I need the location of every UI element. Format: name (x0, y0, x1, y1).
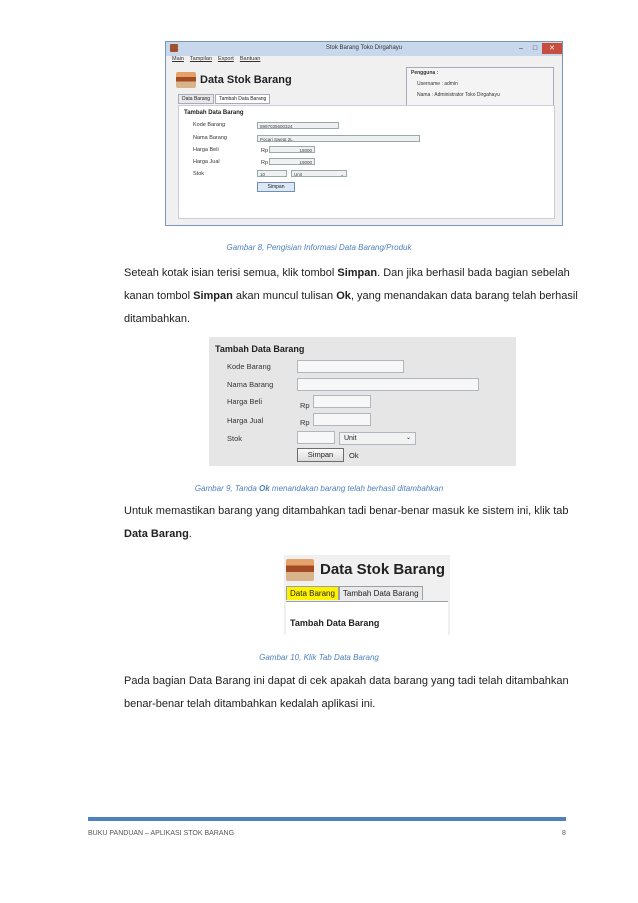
paragraph-1-line-2 (124, 285, 584, 308)
label-jual: Harga Jual (227, 416, 264, 425)
pengguna-box (406, 67, 554, 107)
minimize-icon: – (519, 45, 523, 52)
paragraph-2-line-2 (124, 523, 584, 546)
label-beli: Harga Beli (227, 397, 263, 406)
close-icon: ✕ (542, 43, 562, 54)
paragraph-2-line-1: Untuk memastikan barang yang ditambahkan tadi benar-benar masuk ke sistem ini, klik tab (124, 505, 569, 517)
paragraph-3-line-2: benar-benar telah ditambahkan kedalah aplikasi ini. (124, 698, 376, 710)
simpan-button: Simpan (257, 182, 295, 192)
tab-strip (178, 94, 271, 104)
text: Gambar 9, Tanda (194, 484, 260, 493)
text: , yang menandakan data barang telah berhasil (350, 290, 578, 302)
unit-select (339, 432, 416, 445)
text: menandakan barang telah berhasil ditambahkan (269, 484, 444, 493)
unit-select-value: Unit (294, 172, 303, 177)
text: . (188, 528, 192, 540)
label-nama: Nama Barang (193, 135, 227, 141)
window-titlebar (166, 42, 562, 56)
paragraph-1-line-1 (124, 262, 584, 285)
paragraph-3-line-1: Pada bagian Data Barang ini dapat di cek apakah data barang yang tadi telah ditambahkan (124, 675, 569, 687)
window-title: Stok Barang Toko Dirgahayu (325, 45, 403, 51)
jual-field (313, 413, 371, 426)
nama-field: Pocari Sweat 2L (257, 135, 420, 142)
rp-jual: Rp (261, 160, 269, 166)
app-heading: Data Stok Barang (320, 561, 446, 578)
beli-field: 18000 (269, 146, 315, 153)
pengguna-title: Pengguna : (411, 70, 439, 76)
bold-data-barang: Data Barang (124, 528, 189, 540)
rp-beli: Rp (300, 401, 310, 410)
store-icon (286, 559, 314, 581)
store-icon (176, 72, 196, 88)
kode-field: 8997035600324 (257, 122, 339, 129)
bold-ok: Ok (336, 290, 351, 302)
jual-field: 19000 (269, 158, 315, 165)
label-beli: Harga Beli (193, 147, 219, 153)
menu-bar (166, 56, 562, 65)
chevron-down-icon: ⌄ (340, 172, 344, 177)
app-heading: Data Stok Barang (200, 74, 292, 86)
text: kanan tombol (124, 290, 194, 302)
menu-bantuan: Bantuan (239, 56, 261, 62)
bold-ok: Ok (259, 484, 270, 493)
footer-title: BUKU PANDUAN – APLIKASI STOK BARANG (88, 830, 235, 837)
tambah-panel (178, 105, 555, 219)
pengguna-username: Username : admin (417, 81, 458, 87)
unit-select (291, 170, 347, 177)
tab-tambah-data-barang: Tambah Data Barang (215, 94, 270, 104)
tab-tambah-data-barang: Tambah Data Barang (339, 586, 423, 600)
simpan-button: Simpan (297, 448, 344, 462)
label-kode: Kode Barang (193, 122, 226, 128)
label-stok: Stok (227, 434, 243, 443)
bold-simpan: Simpan (337, 267, 378, 279)
maximize-icon: □ (532, 45, 538, 52)
ok-label: Ok (349, 451, 359, 460)
paragraph-1-line-3: ditambahkan. (124, 313, 191, 325)
menu-tampilan: Tampilan (189, 56, 212, 62)
tab-strip (286, 586, 423, 600)
text: Seteah kotak isian terisi semua, klik tombol (124, 267, 338, 279)
figure-8-app-window (165, 41, 563, 226)
tab-panel (286, 601, 448, 636)
form-title: Tambah Data Barang (215, 344, 305, 354)
text: akan muncul tulisan (232, 290, 337, 302)
unit-select-value: Unit (344, 435, 357, 442)
beli-field (313, 395, 371, 408)
paragraph-2 (124, 500, 584, 546)
tab-data-barang: Data Barang (286, 586, 339, 600)
stok-field (297, 431, 335, 444)
caption-figure-8: Gambar 8, Pengisian Informasi Data Barang/Produk (226, 243, 412, 252)
paragraph-1 (124, 262, 584, 331)
page-number: 8 (562, 830, 566, 837)
figure-9-form (209, 337, 516, 466)
chevron-down-icon: ⌄ (405, 435, 411, 441)
menu-main: Main (172, 56, 184, 62)
label-stok: Stok (193, 171, 205, 177)
kode-field (297, 360, 404, 373)
caption-figure-10: Gambar 10, Klik Tab Data Barang (259, 653, 379, 662)
rp-jual: Rp (300, 418, 310, 427)
text: . Dan jika berhasil bada bagian sebelah (377, 267, 570, 279)
label-kode: Kode Barang (227, 362, 271, 371)
label-jual: Harga Jual (193, 159, 220, 165)
pengguna-nama: Nama : Administrator Toko Dirgahayu (417, 92, 500, 98)
tab-data-barang: Data Barang (178, 94, 214, 104)
form-title: Tambah Data Barang (290, 618, 380, 628)
paragraph-3 (124, 670, 584, 716)
bold-simpan: Simpan (193, 290, 233, 302)
stok-field: 10 (257, 170, 287, 177)
menu-export: Export (217, 56, 234, 62)
form-title: Tambah Data Barang (184, 110, 244, 116)
nama-field (297, 378, 479, 391)
rp-beli: Rp (261, 148, 269, 154)
figure-10-tabs (284, 555, 450, 635)
footer-bar (88, 817, 566, 821)
label-nama: Nama Barang (227, 380, 274, 389)
caption-figure-9 (0, 484, 638, 493)
